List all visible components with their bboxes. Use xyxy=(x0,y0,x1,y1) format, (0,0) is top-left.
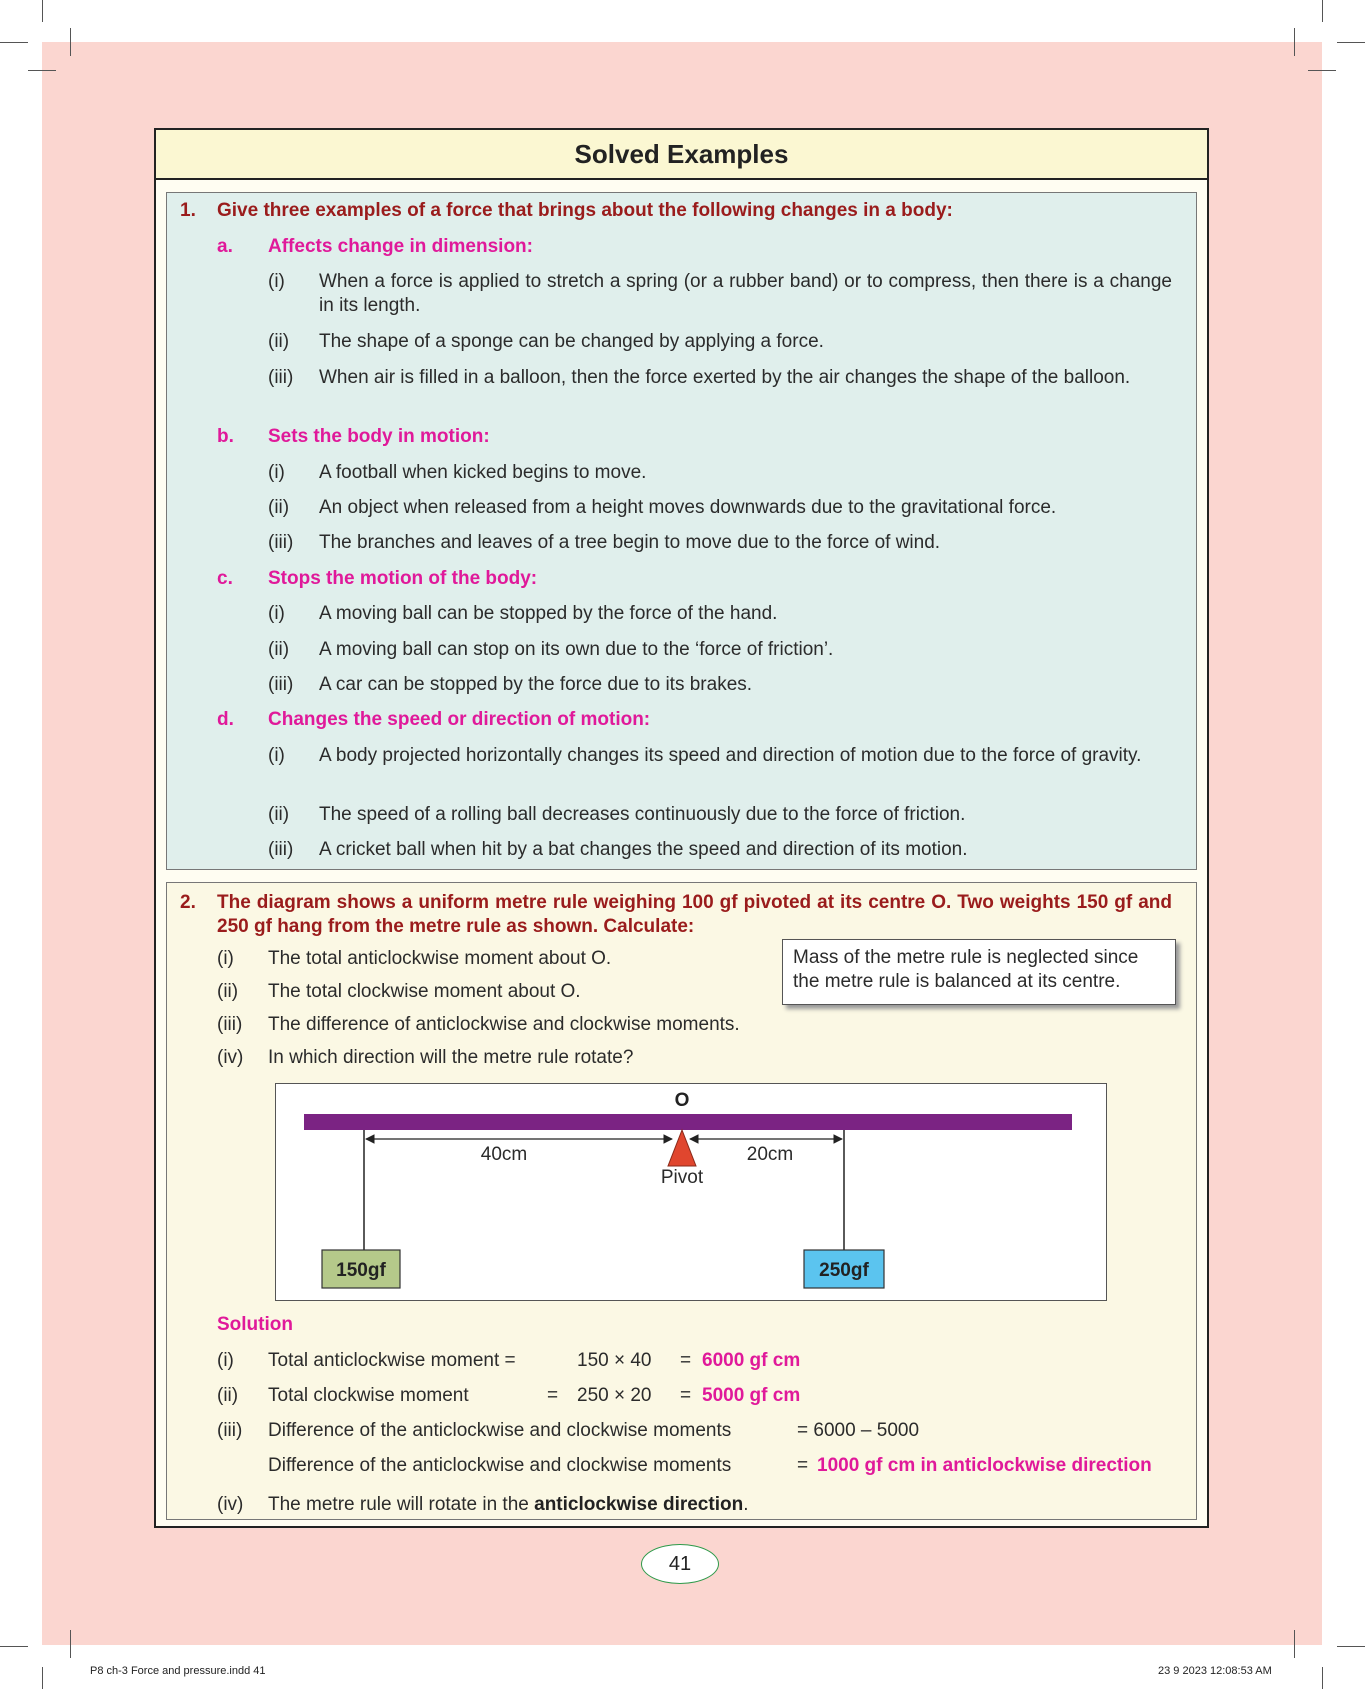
crop-mark xyxy=(70,28,71,56)
item-text: The branches and leaves of a tree begin to move due to the force of wind. xyxy=(319,532,941,553)
question-1-section xyxy=(166,192,1197,870)
pivot-triangle xyxy=(668,1130,696,1166)
crop-mark xyxy=(1294,28,1295,56)
item-num: (ii) xyxy=(268,331,290,352)
item-num: (ii) xyxy=(268,639,290,660)
part-d-heading: Changes the speed or direction of motion: xyxy=(268,709,651,730)
solution-calc: 250 × 20 xyxy=(577,1385,652,1406)
solution-num: (i) xyxy=(217,1350,234,1371)
note-callout: Mass of the metre rule is neglected since the metre rule is balanced at its centre. xyxy=(782,939,1176,1005)
equals-sign: = xyxy=(680,1385,692,1406)
q2-item-num: (ii) xyxy=(217,981,239,1002)
left-distance-label: 40cm xyxy=(480,1144,528,1165)
item-text: An object when released from a height moves downwards due to the gravitational force. xyxy=(319,497,1057,518)
solution-label: Difference of the anticlockwise and clockwise moments xyxy=(268,1455,732,1476)
item-text: The speed of a rolling ball decreases continuously due to the force of friction. xyxy=(319,804,966,825)
diagram-svg xyxy=(276,1084,1106,1300)
crop-mark xyxy=(70,1630,71,1658)
item-num: (i) xyxy=(268,271,285,292)
item-text: When a force is applied to stretch a spring (or a rubber band) or to compress, then there is a change in its length. xyxy=(319,271,1172,316)
part-a-heading: Affects change in dimension: xyxy=(268,236,533,257)
part-c-heading: Stops the motion of the body: xyxy=(268,568,538,589)
metre-rule-diagram xyxy=(275,1083,1107,1301)
crop-mark xyxy=(0,1646,28,1647)
item-num: (i) xyxy=(268,462,285,483)
item-num: (i) xyxy=(268,745,285,766)
conclusion-bold: anticlockwise direction xyxy=(534,1494,744,1515)
q2-item-text: The difference of anticlockwise and clockwise moments. xyxy=(268,1014,740,1035)
solution-heading: Solution xyxy=(217,1314,293,1335)
item-num: (ii) xyxy=(268,497,290,518)
item-text: A moving ball can be stopped by the force of the hand. xyxy=(319,603,778,624)
q2-text: The diagram shows a uniform metre rule weighing 100 gf pivoted at its centre O. Two weights 150 gf and 250 gf hang from the metre rule as shown. Calculate: xyxy=(217,892,1172,937)
q2-item-num: (i) xyxy=(217,948,234,969)
item-text: A moving ball can stop on its own due to the ‘force of friction’. xyxy=(319,639,834,660)
page-number: 41 xyxy=(641,1544,719,1584)
solution-calc: = 6000 – 5000 xyxy=(797,1420,920,1441)
crop-mark xyxy=(1308,70,1336,71)
right-weight-label: 250gf xyxy=(819,1260,869,1281)
part-b-heading: Sets the body in motion: xyxy=(268,426,490,447)
part-d-letter: d. xyxy=(217,709,234,730)
equals-sign: = xyxy=(797,1455,809,1476)
solution-num: (ii) xyxy=(217,1385,239,1406)
q2-item-num: (iv) xyxy=(217,1047,244,1068)
q2-number: 2. xyxy=(180,892,196,913)
crop-mark xyxy=(1322,1667,1323,1689)
pivot-o-label: O xyxy=(674,1090,690,1111)
part-c-letter: c. xyxy=(217,568,233,589)
crop-mark xyxy=(1294,1630,1295,1658)
item-text: The shape of a sponge can be changed by applying a force. xyxy=(319,331,824,352)
item-num: (ii) xyxy=(268,804,290,825)
pivot-label: Pivot xyxy=(660,1167,704,1188)
solution-result: 5000 gf cm xyxy=(702,1385,801,1406)
crop-mark xyxy=(0,42,28,43)
q2-item-text: The total anticlockwise moment about O. xyxy=(268,948,612,969)
item-text: When air is filled in a balloon, then the force exerted by the air changes the shape of the balloon. xyxy=(319,367,1131,388)
item-text: A body projected horizontally changes its speed and direction of motion due to the force of gravity. xyxy=(319,745,1142,766)
solved-examples-box xyxy=(154,128,1209,1528)
metre-rule-bar xyxy=(304,1114,1072,1130)
right-distance-label: 20cm xyxy=(746,1144,794,1165)
solution-calc: 150 × 40 xyxy=(577,1350,652,1371)
solution-label: Total anticlockwise moment = xyxy=(268,1350,516,1371)
footer-file-info: P8 ch-3 Force and pressure.indd 41 xyxy=(90,1665,266,1677)
item-text: A cricket ball when hit by a bat changes the speed and direction of its motion. xyxy=(319,839,968,860)
equals-sign: = xyxy=(547,1385,559,1406)
crop-mark xyxy=(1337,1646,1365,1647)
solution-conclusion xyxy=(268,1493,748,1517)
solution-num: (iii) xyxy=(217,1420,243,1441)
conclusion-end: . xyxy=(743,1494,749,1515)
equals-sign: = xyxy=(680,1350,692,1371)
q1-number: 1. xyxy=(180,200,196,221)
item-num: (iii) xyxy=(268,839,294,860)
q1-text: Give three examples of a force that brings about the following changes in a body: xyxy=(217,200,953,221)
solution-result: 1000 gf cm in anticlockwise direction xyxy=(817,1455,1152,1476)
box-title: Solved Examples xyxy=(156,130,1207,180)
crop-mark xyxy=(28,70,56,71)
item-num: (iii) xyxy=(268,367,294,388)
question-2-section xyxy=(166,882,1197,1520)
part-a-letter: a. xyxy=(217,236,233,257)
item-text: A football when kicked begins to move. xyxy=(319,462,647,483)
q2-item-text: In which direction will the metre rule rotate? xyxy=(268,1047,634,1068)
item-num: (iii) xyxy=(268,532,294,553)
conclusion-text: The metre rule will rotate in the xyxy=(268,1494,529,1515)
solution-label: Total clockwise moment xyxy=(268,1385,469,1406)
item-num: (i) xyxy=(268,603,285,624)
q2-item-num: (iii) xyxy=(217,1014,243,1035)
crop-mark xyxy=(1337,42,1365,43)
item-num: (iii) xyxy=(268,674,294,695)
item-text: A car can be stopped by the force due to its brakes. xyxy=(319,674,753,695)
left-weight-label: 150gf xyxy=(336,1260,386,1281)
footer-timestamp: 23 9 2023 12:08:53 AM xyxy=(1158,1665,1272,1677)
q2-item-text: The total clockwise moment about O. xyxy=(268,981,581,1002)
crop-mark xyxy=(1322,0,1323,22)
part-b-letter: b. xyxy=(217,426,234,447)
crop-mark xyxy=(42,1667,43,1689)
solution-result: 6000 gf cm xyxy=(702,1350,801,1371)
crop-mark xyxy=(42,0,43,22)
solution-label: Difference of the anticlockwise and clockwise moments xyxy=(268,1420,732,1441)
solution-num: (iv) xyxy=(217,1494,244,1515)
